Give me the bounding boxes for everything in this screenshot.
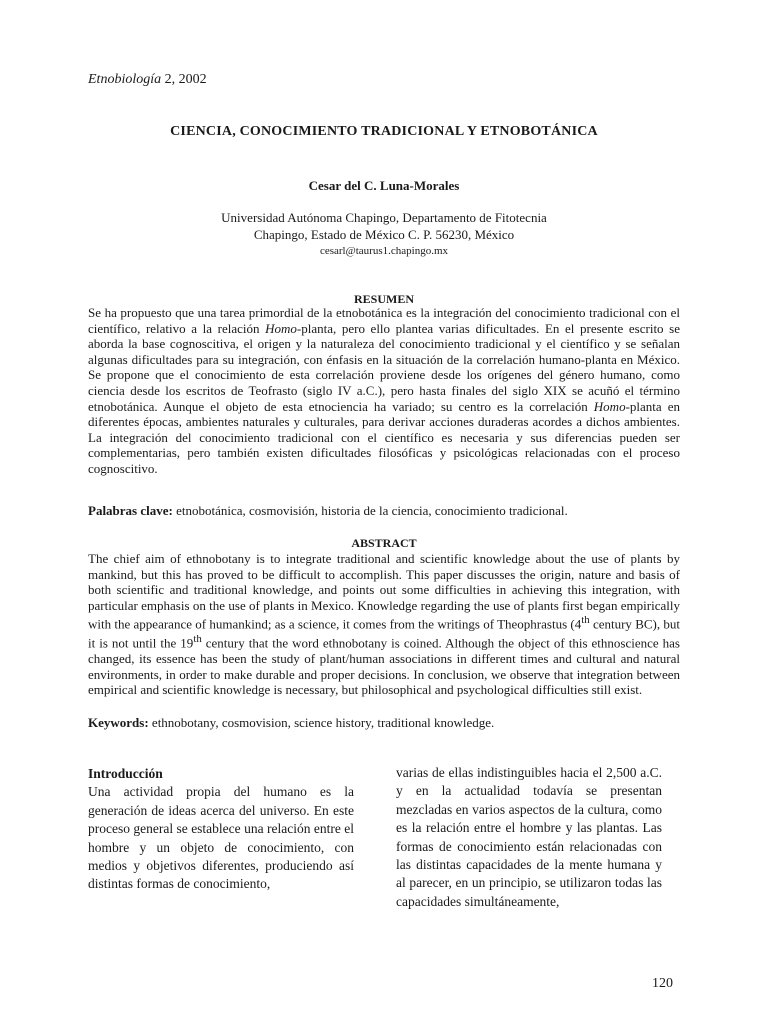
abstract-text-1: The chief aim of ethnobotany is to integrate traditional and scientific knowledge about the use of plants by mankind, but this has proved to be difficult to accomplish. This paper discusses the origin, nature and basis of both scientific and traditional knowledge, and points out some difficulties in achieving this integration, with particular emphasis on the use of plants in Mexico. Knowledge regarding the use of plants first began empirically with the appearance of humankind; as a science, it comes from the writings of Theophrastus (4 bbox=[88, 551, 680, 632]
abstract-text-2: century BC), but it is not until the 19 bbox=[88, 616, 681, 651]
intro-left-column bbox=[88, 765, 354, 894]
affiliation-line-2: Chapingo, Estado de México C. P. 56230, México bbox=[253, 227, 515, 242]
resumen-text-2: -planta, pero ello plantea varias dificultades. En el presente escrito se aborda la base cognoscitiva, el origen y la naturaleza del conocimiento tradicional y el científico y se señalan algunas dificultades para su integración, con énfasis en la situación de la correlación humano-planta en México. Se propone que el conocimiento de esta correlación proviene desde los orígenes del género humano, como ciencia desde los escritos de Teofrasto (siglo IV a.C.), pero hasta finales del siglo XIX se acuñó el término etnobotánica. Aunque el objeto de esta etnociencia ha variado; su centro es la correlación bbox=[88, 320, 680, 414]
author-name: Cesar del C. Luna-Morales bbox=[308, 178, 460, 193]
article-title: CIENCIA, CONOCIMIENTO TRADICIONAL Y ETNOBOTÁNICA bbox=[170, 124, 598, 139]
author-email: cesarl@taurus1.chapingo.mx bbox=[319, 245, 449, 257]
keywords-text: ethnobotany, cosmovision, science history, traditional knowledge. bbox=[148, 715, 495, 730]
affiliation bbox=[88, 209, 680, 259]
intro-right-column bbox=[396, 764, 662, 911]
resumen-homo-2: Homo bbox=[593, 398, 626, 414]
keywords-label: Keywords: bbox=[88, 715, 149, 730]
journal-issue: 2, 2002 bbox=[161, 72, 207, 87]
intro-heading: Introducción bbox=[88, 766, 163, 781]
palabras-clave-label: Palabras clave: bbox=[88, 503, 173, 518]
abstract-sup-1: th bbox=[581, 614, 590, 627]
resumen-homo-1: Homo bbox=[265, 320, 297, 336]
resumen-body bbox=[88, 305, 680, 477]
palabras-clave-text: etnobotánica, cosmovisión, historia de la ciencia, conocimiento tradicional. bbox=[172, 503, 568, 518]
resumen-heading: RESUMEN bbox=[353, 292, 414, 306]
abstract-body bbox=[88, 551, 680, 698]
journal-citation bbox=[88, 72, 207, 88]
keywords bbox=[88, 715, 680, 731]
intro-left-text: Una actividad propia del humano es la generación de ideas acerca del universo. En este proceso general se establece una relación entre el hombre y un objeto de conocimiento, con medios y objetivos diferentes, produciendo así distintas formas de conocimiento, bbox=[88, 784, 354, 892]
abstract-sup-2: th bbox=[193, 633, 202, 646]
affiliation-line-1: Universidad Autónoma Chapingo, Departamento de Fitotecnia bbox=[221, 210, 547, 225]
page-number: 120 bbox=[652, 976, 673, 991]
resumen-text-1: Se ha propuesto que una tarea primordial de la etnobotánica es la integración del conocimiento tradicional con el científico, relativo a la relación bbox=[88, 305, 680, 336]
palabras-clave bbox=[88, 503, 680, 519]
journal-name: Etnobiología bbox=[88, 72, 162, 87]
abstract-heading: ABSTRACT bbox=[351, 536, 417, 550]
resumen-text-3: -planta en diferentes épocas, ambientes naturales y culturales, para derivar acciones duraderas acordes a dichos ambientes. La integración del conocimiento tradicional con el científico es necesaria y sus diferencias pueden ser complementarias, pero también existen dificultades filosóficas y psicológicas relacionadas con el proceso cognoscitivo. bbox=[88, 398, 680, 476]
intro-right-text: varias de ellas indistinguibles hacia el 2,500 a.C. y en la actualidad todavía se presentan mezcladas en varios aspectos de la cultura, como es la relación entre el hombre y las plantas. Las formas de conocimiento están relacionadas con las distintas capacidades de la mente humana y al parecer, en un principio, se utilizaron todas las capacidades simultáneamente, bbox=[396, 765, 662, 909]
abstract-text-3: century that the word ethnobotany is coined. Although the object of this ethnoscience has changed, its essence has been the study of plant/human associations in different times and cultural and natural environments, in order to make durable and proper decisions. In conclusion, we observe that integration between empirical and scientific knowledge is necessary, but philosophical and psychological difficulties still exist. bbox=[88, 635, 680, 698]
